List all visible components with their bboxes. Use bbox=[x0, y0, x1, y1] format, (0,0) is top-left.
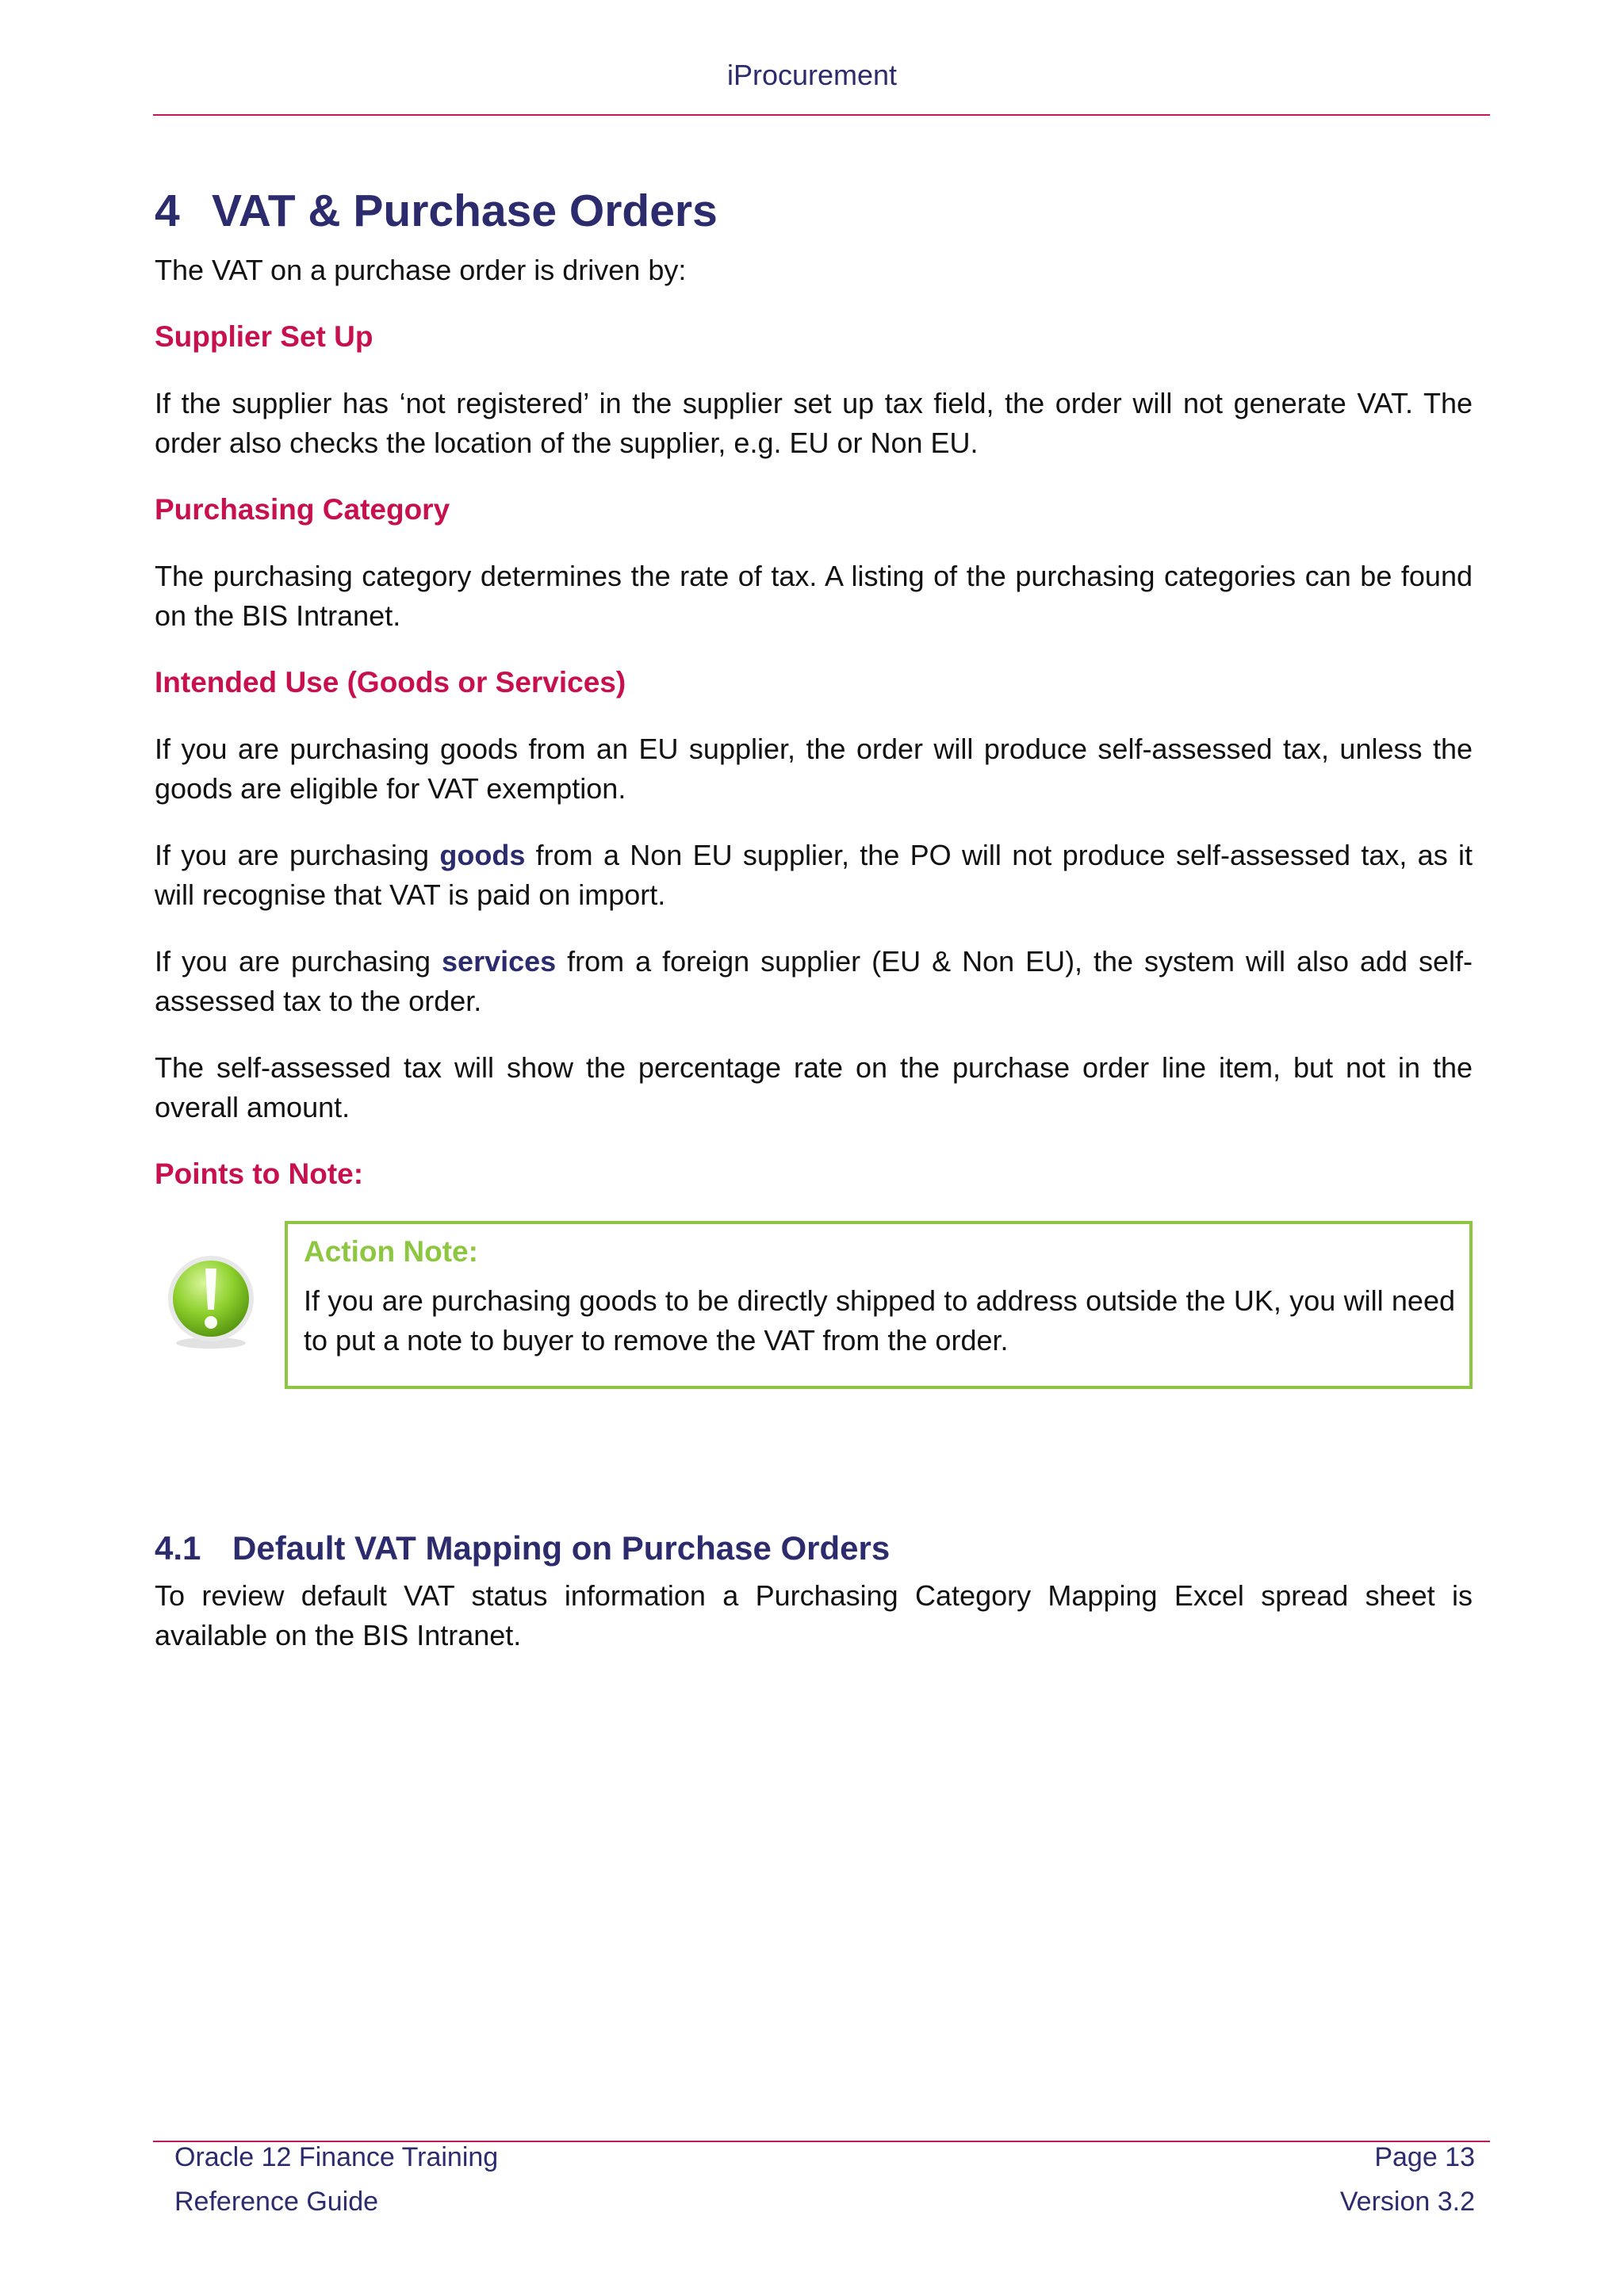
section-title bbox=[155, 181, 1473, 241]
action-note-text: If you are purchasing goods to be directly shipped to address outside the UK, you will need to put a note to buyer to remove the VAT from the order. bbox=[304, 1284, 1455, 1357]
subsection-text: To review default VAT status information a Purchasing Category Mapping Excel spread sheet is available on the BIS Intranet. bbox=[155, 1579, 1473, 1651]
intended-use-paragraph-4: The self-assessed tax will show the percentage rate on the purchase order line item, but not in the overall amount. bbox=[155, 1051, 1473, 1123]
intended-use-paragraph-3 bbox=[155, 942, 1473, 1021]
footer-course-title: Oracle 12 Finance Training bbox=[174, 2142, 499, 2172]
subsection-title bbox=[155, 1525, 1473, 1571]
section-title-text: VAT & Purchase Orders bbox=[212, 186, 718, 236]
p3-text-end: from a foreign supplier (EU & Non EU), the system will also add self-assessed tax to the order. bbox=[155, 945, 1473, 1017]
services-emphasis: services bbox=[442, 945, 557, 978]
header-divider bbox=[153, 114, 1490, 116]
subsection-number: 4.1 bbox=[155, 1529, 201, 1567]
footer-line-1 bbox=[174, 2142, 1475, 2173]
p3-text-start: If you are purchasing bbox=[155, 945, 442, 978]
footer-page-number: Page 13 bbox=[1374, 2142, 1475, 2172]
page-content bbox=[155, 181, 1473, 1682]
intended-use-paragraph-1: If you are purchasing goods from an EU supplier, the order will produce self-assessed tax, unless the goods are eligible for VAT exemption. bbox=[155, 733, 1473, 805]
p2-text-end: from a Non EU supplier, the PO will not produce self-assessed tax, as it will recognise that VAT is paid on import. bbox=[155, 839, 1473, 911]
footer-version: Version 3.2 bbox=[1339, 2187, 1475, 2217]
subsection-title-text: Default VAT Mapping on Purchase Orders bbox=[232, 1529, 891, 1567]
purchasing-category-heading: Purchasing Category bbox=[155, 493, 450, 526]
section-number: 4 bbox=[155, 186, 180, 236]
goods-emphasis: goods bbox=[439, 839, 526, 871]
supplier-setup-heading: Supplier Set Up bbox=[155, 320, 373, 353]
action-note bbox=[155, 1221, 1473, 1394]
intro-paragraph: The VAT on a purchase order is driven by: bbox=[155, 254, 687, 286]
running-header: iProcurement bbox=[726, 59, 898, 91]
points-to-note-heading: Points to Note: bbox=[155, 1158, 364, 1190]
action-note-box bbox=[285, 1221, 1473, 1389]
supplier-setup-text: If the supplier has ‘not registered’ in the supplier set up tax field, the order will not generate VAT. The order also checks the location of the supplier, e.g. EU or Non EU. bbox=[155, 387, 1473, 459]
exclamation-icon bbox=[159, 1249, 262, 1353]
purchasing-category-text: The purchasing category determines the rate of tax. A listing of the purchasing categories can be found on the BIS Intranet. bbox=[155, 560, 1473, 632]
intended-use-heading: Intended Use (Goods or Services) bbox=[155, 666, 626, 698]
p2-text-start: If you are purchasing bbox=[155, 839, 440, 871]
footer-guide-title: Reference Guide bbox=[174, 2187, 379, 2217]
action-note-title: Action Note: bbox=[304, 1235, 478, 1268]
footer-line-2 bbox=[174, 2187, 1475, 2218]
intended-use-paragraph-2 bbox=[155, 836, 1473, 915]
